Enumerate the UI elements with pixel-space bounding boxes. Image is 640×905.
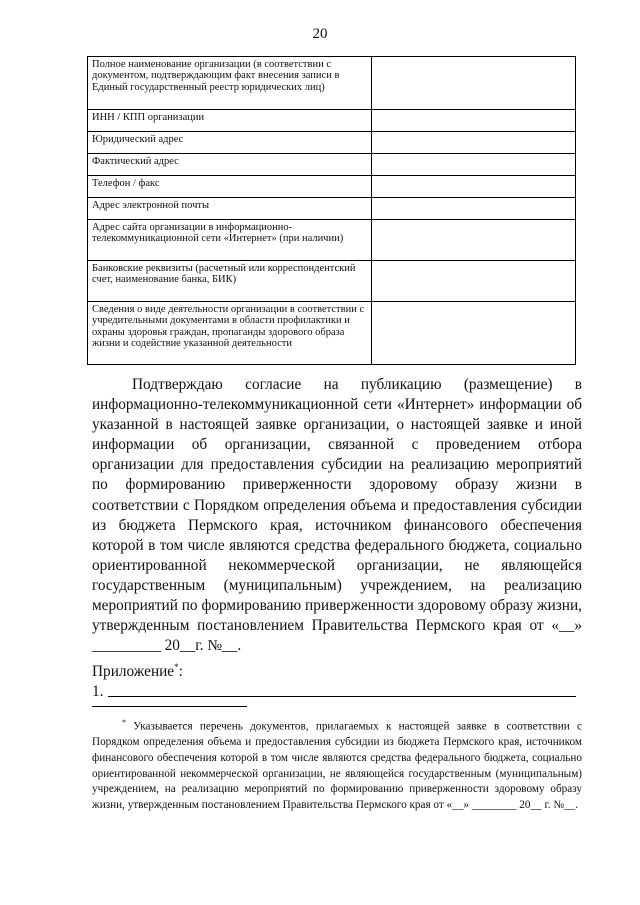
row-value-phone-fax[interactable] — [371, 176, 575, 198]
table-row — [88, 220, 576, 261]
footnote-divider — [92, 706, 247, 707]
row-value-legal-address[interactable] — [371, 132, 575, 154]
row-label-website: Адрес сайта организации в информационно-телекоммуникационной сети «Интернет» (при наличии) — [88, 220, 372, 261]
table-row — [88, 154, 576, 176]
row-value-actual-address[interactable] — [371, 154, 575, 176]
page-number: 20 — [312, 26, 328, 42]
attachment-title-colon: : — [178, 663, 183, 681]
footnote — [92, 715, 582, 813]
attachment-title-text: Приложение — [92, 663, 175, 681]
table-row — [88, 176, 576, 198]
attachment-item-blank-line[interactable] — [108, 696, 576, 697]
table-row — [88, 110, 576, 132]
row-value-bank-details[interactable] — [371, 261, 575, 302]
row-label-activity-info: Сведения о виде деятельности организации в соответствии с учредительными документами в области профилактики и охраны здоровья граждан, пропаганды здорового образа жизни и содействие указанной деятельности — [88, 302, 372, 365]
table-row — [88, 132, 576, 154]
row-value-inn-kpp[interactable] — [371, 110, 575, 132]
attachment-item-number: 1. — [92, 683, 104, 700]
table-row — [88, 261, 576, 302]
row-value-website[interactable] — [371, 220, 575, 261]
row-label-phone-fax: Телефон / факс — [88, 176, 372, 198]
footnote-marker: * — [122, 718, 126, 727]
table-body — [88, 57, 576, 365]
table-row — [88, 198, 576, 220]
consent-paragraph: Подтверждаю согласие на публикацию (размещение) в информационно-телекоммуникационной сети «Интернет» информации об указанной в настоящей заявке организации, о настоящей заявке и иной информации об организации, связанной с проведением отбора организации для предоставления субсидии на реализацию мероприятий по формированию приверженности здоровому образу жизни в соответствии с Порядком определения объема и предоставления субсидии из бюджета Пермского края, источником финансового обеспечения которой в том числе являются средства федерального бюджета, социально ориентированной некоммерческой организации, не являющейся государственным (муниципальным) учреждением, на реализацию мероприятий по формированию приверженности здоровому образу жизни, утвержденным постановлением Правительства Пермского края от «__» _________ 20__г. №__. — [92, 376, 582, 655]
row-value-email[interactable] — [371, 198, 575, 220]
attachment-item — [92, 683, 576, 701]
row-label-actual-address: Фактический адрес — [88, 154, 372, 176]
row-label-email: Адрес электронной почты — [88, 198, 372, 220]
footnote-text: Указывается перечень документов, прилагаемых к настоящей заявке в соответствии с Порядком определения объема и предоставления субсидии из бюджета Пермского края, источником финансового обеспечения которой в том числе являются средства федерального бюджета, социально ориентированной некоммерческой организации, не являющейся государственным (муниципальным) учреждением, на реализацию мероприятий по формированию приверженности здоровому образу жизни, утвержденным постановлением Правительства Пермского края от «__» ________ 20__ г. №__. — [92, 720, 582, 811]
row-label-inn-kpp: ИНН / КПП организации — [88, 110, 372, 132]
row-label-bank-details: Банковские реквизиты (расчетный или корреспондентский счет, наименование банка, БИК) — [88, 261, 372, 302]
attachment-footnote-marker: * — [174, 662, 179, 672]
attachment-title — [92, 662, 183, 681]
row-value-activity-info[interactable] — [371, 302, 575, 365]
table-row — [88, 302, 576, 365]
row-label-full-name: Полное наименование организации (в соответствии с документом, подтверждающим факт внесения записи в Единый государственный реестр юридических лиц) — [88, 57, 372, 110]
row-value-full-name[interactable] — [371, 57, 575, 110]
table-row — [88, 57, 576, 110]
row-label-legal-address: Юридический адрес — [88, 132, 372, 154]
organization-info-table — [87, 56, 576, 365]
